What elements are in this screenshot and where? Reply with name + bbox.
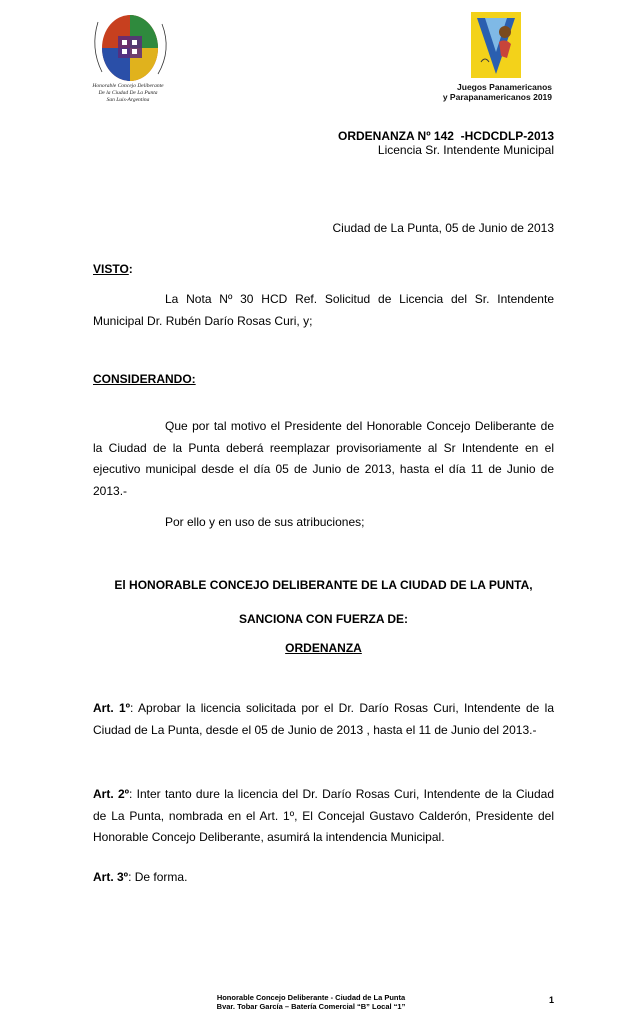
visto-heading: VISTO: xyxy=(93,262,133,276)
hcd-logo-caption: Honorable Concejo Deliberante De la Ciudad De La Punta San Luis-Argentina xyxy=(92,83,164,103)
article-3: Art. 3º: De forma. xyxy=(93,870,188,884)
ordinance-subject: Licencia Sr. Intendente Municipal xyxy=(377,143,554,157)
article-2: Art. 2º: Inter tanto dure la licencia del Dr. Darío Rosas Curi, Intendente de la Ciudad de La Punta, nombrada en el Art. 1º, El Concejal Gustavo Calderón, Presidente del Honorable Concejo Deliberante, asumirá la intendencia Municipal. xyxy=(93,787,554,844)
ordinance-label: ORDENANZA Nº 142 xyxy=(337,129,454,143)
hcd-logo xyxy=(70,10,190,82)
footer xyxy=(180,993,442,1011)
decree-title: ORDENANZA xyxy=(285,641,362,655)
considerando-heading: CONSIDERANDO: xyxy=(93,372,196,386)
panamerican-games-caption: Juegos Panamericanos y Parapanamericanos 2019 xyxy=(442,82,552,102)
considerando-closing: Por ello y en uso de sus atribuciones; xyxy=(165,515,365,529)
footer-line-2: Bvar. Tobar García – Batería Comercial “B” Local “1” xyxy=(216,1002,406,1011)
date-line: Ciudad de La Punta, 05 de Junio de 2013 xyxy=(332,221,554,235)
panamerican-games-logo xyxy=(471,12,521,78)
page-number: 1 xyxy=(549,995,555,1005)
visto-text: La Nota Nº 30 HCD Ref. Solicitud de Licencia del Sr. Intendente Municipal Dr. Rubén Darío Rosas Curi, y; xyxy=(93,292,554,328)
ordinance-header xyxy=(338,129,554,157)
considerando-text: Que por tal motivo el Presidente del Honorable Concejo Deliberante de la Ciudad de la Punta deberá reemplazar provisoriamente al Sr Intendente en el ejecutivo municipal desde el día 05 de Junio de 2013, hasta el día 11 de Junio de 2013.- xyxy=(93,419,554,498)
decree-line-1: El HONORABLE CONCEJO DELIBERANTE DE LA CIUDAD DE LA PUNTA, xyxy=(114,578,533,592)
decree-line-2: SANCIONA CON FUERZA DE: xyxy=(238,612,409,626)
panamerican-games-emblem xyxy=(471,12,521,78)
ordinance-code: -HCDCDLP-2013 xyxy=(460,129,554,143)
ordinance-number-line xyxy=(338,129,554,143)
hcd-logo-emblem xyxy=(70,10,190,82)
article-1: Art. 1º: Aprobar la licencia solicitada por el Dr. Darío Rosas Curi, Intendente de la Ciudad de La Punta, desde el 05 de Junio de 2013 , hasta el 11 de Junio del 2013.- xyxy=(93,701,554,737)
footer-line-1: Honorable Concejo Deliberante - Ciudad de La Punta xyxy=(216,993,406,1002)
